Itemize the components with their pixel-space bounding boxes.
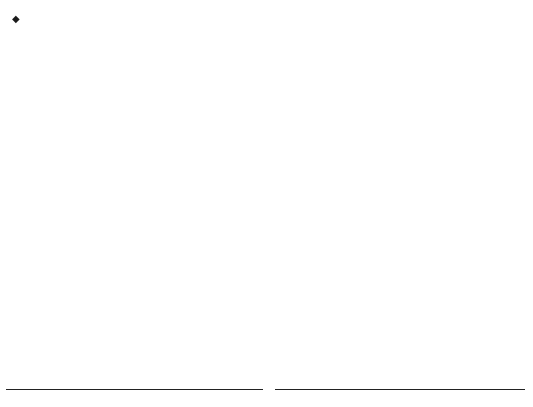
variant-heading bbox=[12, 14, 262, 25]
footer-title-group bbox=[275, 394, 281, 403]
right-footer bbox=[275, 389, 525, 407]
left-column bbox=[12, 14, 262, 29]
right-page bbox=[267, 0, 533, 407]
left-footer bbox=[6, 389, 263, 407]
diamond-icon: ◆ bbox=[12, 14, 20, 25]
